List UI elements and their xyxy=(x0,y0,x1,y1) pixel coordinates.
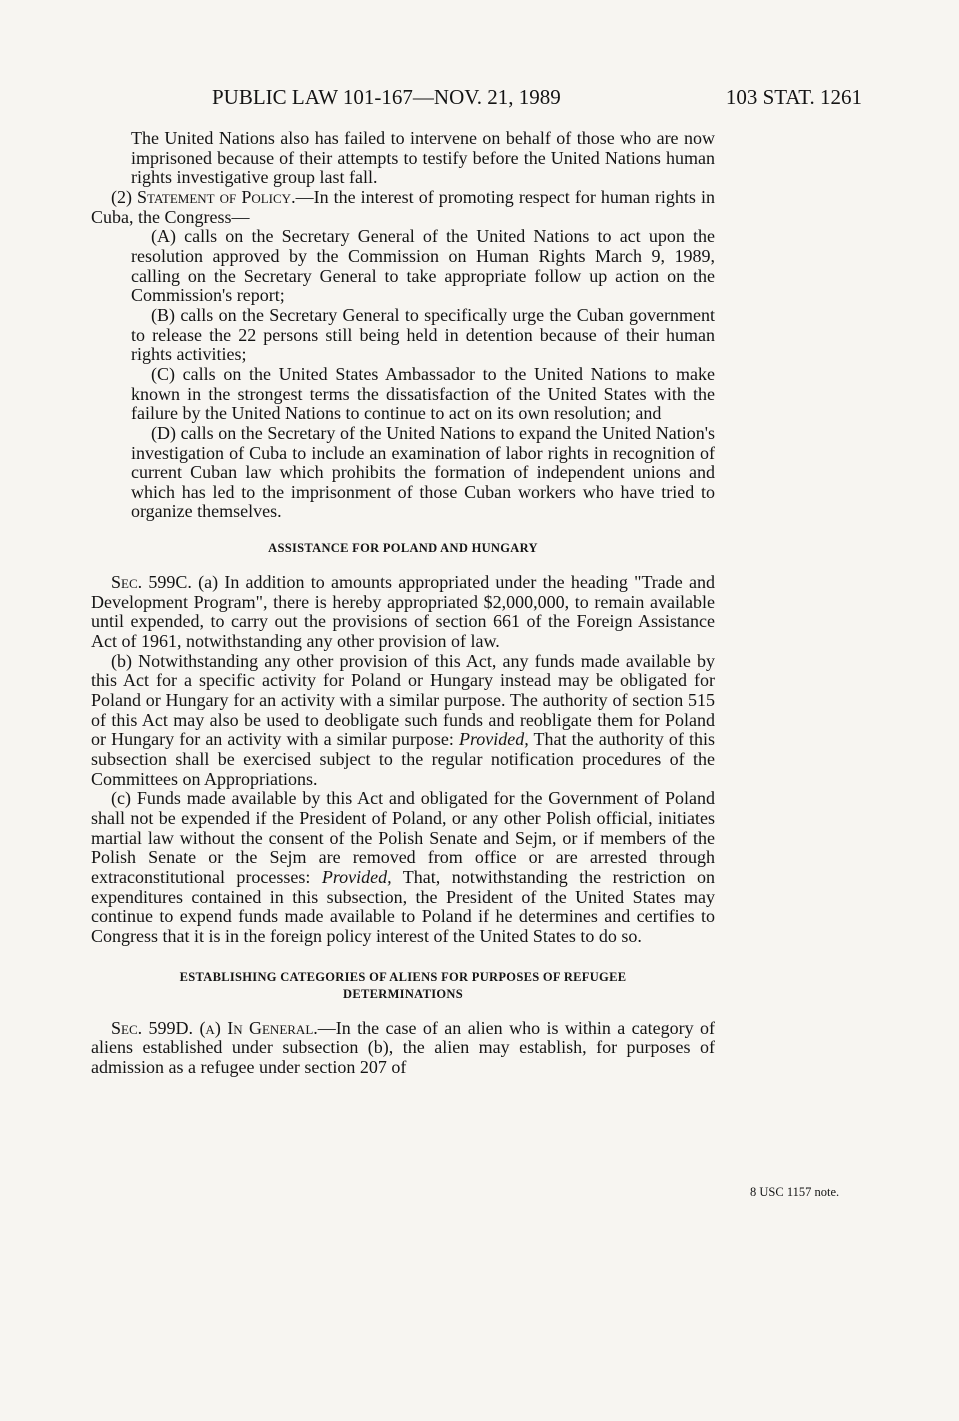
sec-599d-label: Sec. 599D. xyxy=(111,1017,194,1038)
policy-text: —In the interest of promoting respect for human rights in Cuba, the Congress— xyxy=(91,186,715,227)
sec-599d-sub-label: (a) In General. xyxy=(199,1017,318,1038)
margin-note-usc: 8 USC 1157 note. xyxy=(750,1185,840,1199)
page-header xyxy=(212,84,862,110)
policy-label: (2) Statement of Policy. xyxy=(111,186,296,207)
list-item-c: (C) calls on the United States Ambassador to the United Nations to make known in the strongest terms the dissatisfaction of the United States with the failure by the United Nations to continue to act on its own resolution; and xyxy=(131,363,715,424)
section-heading-refugee-line2: DETERMINATIONS xyxy=(343,986,463,1001)
sec-599c-c xyxy=(91,789,715,946)
sec-599c-b-post: That the authority of this subsection shall be exercised subject to the regular notification procedures of the Committees on Appropriations. xyxy=(91,729,715,789)
sec-599c-c-post: That, notwithstanding the restriction on expenditures contained in this subsection, the President of the United States may continue to expend funds made available to Poland if he determines and certifies to Congress that it is in the foreign policy interest of the United States to do so. xyxy=(91,866,716,946)
list-item-d: (D) calls on the Secretary of the United Nations to expand the United Nation's investigation of Cuba to include an examination of labor rights in recognition of current Cuban law which prohibits the formation of independent unions and which has led to the imprisonment of those Cuban workers who have tried to organize themselves. xyxy=(131,422,715,522)
policy-paragraph xyxy=(91,188,715,227)
section-heading-poland-hungary: ASSISTANCE FOR POLAND AND HUNGARY xyxy=(268,541,538,556)
sec-599c-b-provided: Provided, xyxy=(458,729,529,750)
sec-599c-c-provided: Provided, xyxy=(321,866,392,887)
section-heading-refugee-line1: ESTABLISHING CATEGORIES OF ALIENS FOR PURPOSES OF REFUGEE xyxy=(179,969,627,984)
header-stat-citation: 103 STAT. 1261 xyxy=(725,85,862,109)
sec-599d-a xyxy=(91,1019,715,1078)
sec-599c-a xyxy=(91,573,715,652)
document-body xyxy=(91,129,715,1078)
sec-599c-a-text: (a) In addition to amounts appropriated under the heading "Trade and Development Program", there is hereby appropriated $2,000,000, to remain available until expended, to carry out the provisions of section 661 of the Foreign Assistance Act of 1961, notwithstanding any other provision of law. xyxy=(91,572,715,652)
section-heading-refugee xyxy=(91,969,715,1003)
sec-599c-c-pre: (c) Funds made available by this Act and obligated for the Government of Poland shall not be expended if the President of Poland, or any other Polish official, initiates martial law without the consent of the Polish Senate and Sejm, or if members of the Polish Senate or the Sejm are removed from office or are arrested through extraconstitutional processes: xyxy=(91,788,715,887)
header-title: PUBLIC LAW 101-167—NOV. 21, 1989 xyxy=(212,85,561,109)
sec-599d-a-text: —In the case of an alien who is within a category of aliens established under subsection (b), the alien may establish, for purposes of admission as a refugee under section 207 of xyxy=(91,1017,716,1077)
sec-599c-b xyxy=(91,652,715,790)
sec-599c-label: Sec. 599C. xyxy=(111,572,192,593)
list-item-a: (A) calls on the Secretary General of the United Nations to act upon the resolution approved by the Commission on Human Rights March 9, 1989, calling on the Secretary General to take appropriate follow up action on the Commission's report; xyxy=(131,226,715,306)
sec-599c-b-pre: (b) Notwithstanding any other provision of this Act, any funds made available by this Act for a specific activity for Poland or Hungary instead may be obligated for Poland or Hungary for an activity with a similar purpose. The authority of section 515 of this Act may also be used to deobligate such funds and reobligate them for Poland or Hungary for an activity with a similar purpose: xyxy=(91,650,715,750)
list-item-b: (B) calls on the Secretary General to specifically urge the Cuban government to release the 22 persons still being held in detention because of their human rights activities; xyxy=(131,304,715,365)
intro-paragraph: The United Nations also has failed to intervene on behalf of those who are now imprisoned because of their attempts to testify before the United Nations human rights investigative group last fall. xyxy=(131,128,715,188)
